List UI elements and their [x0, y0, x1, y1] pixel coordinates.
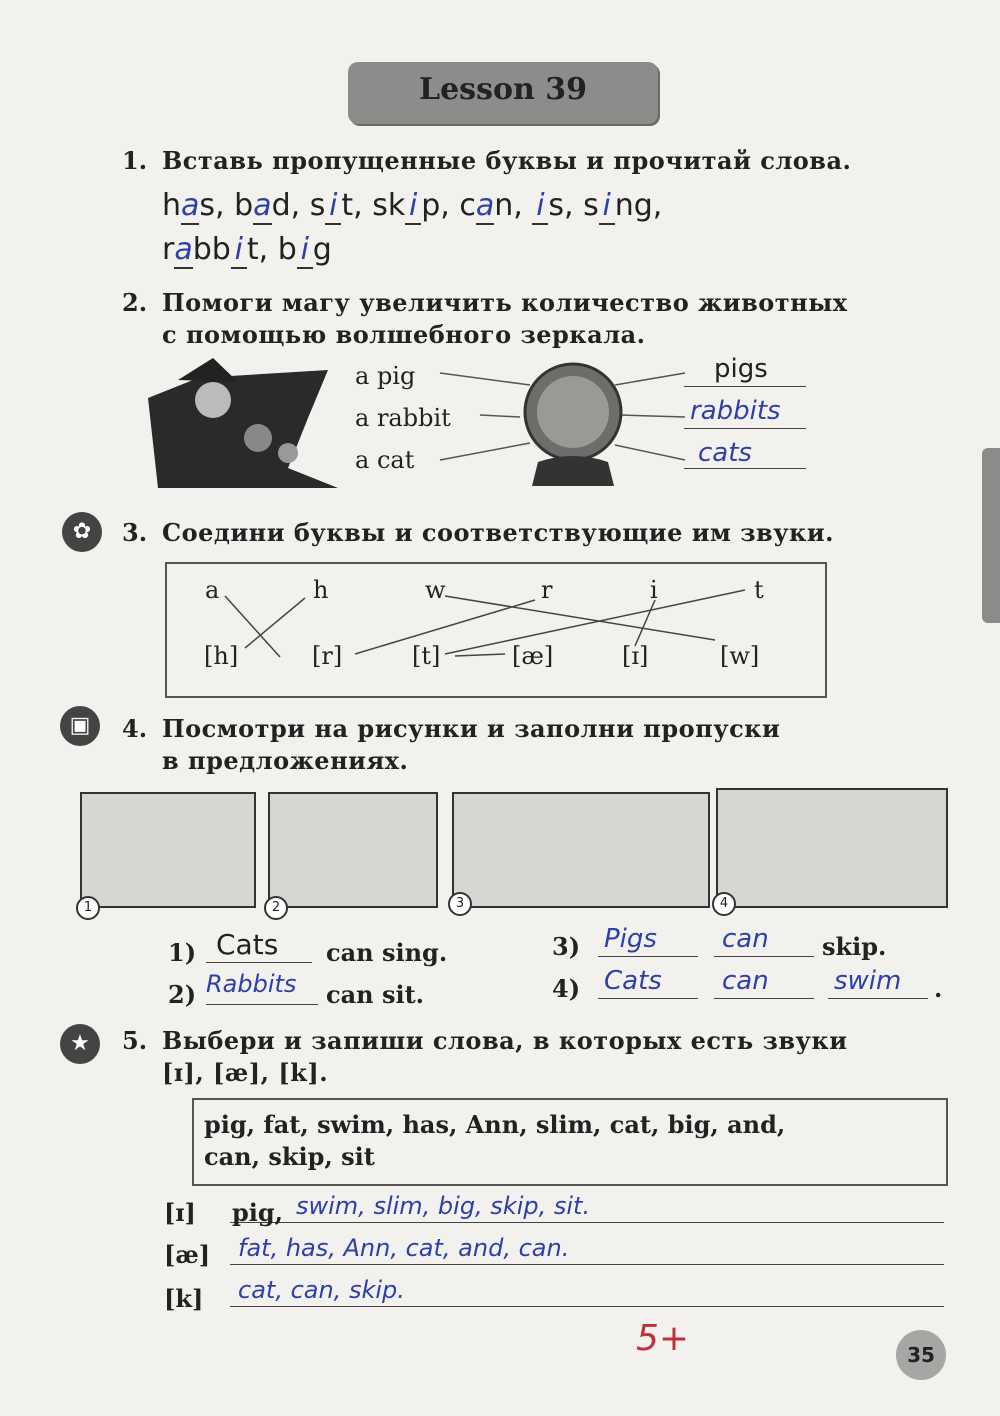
- page-number: 35: [896, 1330, 946, 1380]
- sentence4-answer2: can: [722, 966, 769, 996]
- row-i-line: [230, 1222, 944, 1223]
- row-ae-sound: [æ]: [164, 1240, 211, 1269]
- letter-a: a: [205, 576, 220, 604]
- picture-cats-singing: [80, 792, 256, 908]
- task3-instruction: Соедини буквы и соответствующие им звуки.: [162, 518, 835, 547]
- letter-i: i: [650, 576, 658, 604]
- task5-instruction-line1: Выбери и запиши слова, в которых есть звуки: [162, 1026, 848, 1055]
- sentence4-answer1: Cats: [604, 966, 662, 996]
- word-suffix: ng,: [614, 188, 663, 223]
- sound-h: [h]: [204, 642, 239, 670]
- word-blank[interactable]: i: [297, 232, 313, 269]
- sentence4-line3: [828, 998, 928, 999]
- sentence4-line2: [714, 998, 814, 999]
- picture-number-2: 2: [264, 896, 288, 920]
- word-prefix: s: [583, 188, 599, 223]
- sentence2-text: can sit.: [326, 980, 425, 1009]
- word-blank[interactable]: a: [475, 188, 495, 223]
- sentence3-line2: [714, 956, 814, 957]
- word-blank[interactable]: i: [532, 188, 548, 225]
- singular-pig: a pig: [355, 362, 416, 390]
- task2-instruction-line2: с помощью волшебного зеркала.: [162, 320, 646, 349]
- word-prefix: r: [162, 232, 175, 267]
- task1-word: [278, 232, 332, 267]
- sentence3-answer1: Pigs: [604, 924, 657, 954]
- plural-line-3: [684, 468, 806, 469]
- task1-word: [234, 188, 300, 223]
- task1-word: [162, 188, 225, 223]
- sound-t: [t]: [412, 642, 441, 670]
- word-blank[interactable]: i: [231, 232, 247, 269]
- task5-words-line2: can, skip, sit: [204, 1142, 375, 1171]
- sound-i: [ɪ]: [622, 642, 649, 670]
- sentence1-number: 1): [168, 938, 197, 967]
- task1-word: [310, 188, 363, 223]
- row-k-sound: [k]: [164, 1284, 204, 1313]
- row-i-printed: pig,: [232, 1198, 284, 1227]
- task2-instruction-line1: Помоги магу увеличить количество животных: [162, 288, 848, 317]
- sentence1-line: [206, 962, 312, 963]
- sentence4-text: .: [934, 974, 943, 1003]
- task1-word: [372, 188, 450, 223]
- task4-number: 4.: [122, 714, 148, 743]
- task4-instruction-line2: в предложениях.: [162, 746, 409, 775]
- row-ae-answer: fat, has, Ann, cat, and, can.: [238, 1234, 570, 1262]
- letter-h: h: [313, 576, 329, 604]
- sentence3-line1: [598, 956, 698, 957]
- sound-w: [w]: [720, 642, 760, 670]
- word-blank[interactable]: a: [253, 188, 272, 223]
- sentence4-number: 4): [552, 974, 581, 1003]
- row-k-line: [230, 1306, 944, 1307]
- wizard-illustration: [138, 358, 348, 498]
- task2-number: 2.: [122, 288, 148, 317]
- sentence3-text: skip.: [822, 932, 887, 961]
- task1-instruction: Вставь пропущенные буквы и прочитай слова.: [162, 146, 852, 175]
- task1-word: [532, 188, 573, 223]
- task1-number: 1.: [122, 146, 148, 175]
- row-i-answer: swim, slim, big, skip, sit.: [296, 1192, 591, 1220]
- word-suffix: g: [312, 232, 332, 267]
- plural-line-2: [684, 428, 806, 429]
- task3-number: 3.: [122, 518, 148, 547]
- task4-instruction-line1: Посмотри на рисунки и заполни пропуски: [162, 714, 781, 743]
- word-prefix: b: [277, 232, 297, 267]
- plural-pigs: pigs: [714, 354, 768, 384]
- task1-word: [162, 232, 231, 267]
- word-suffix: s,: [548, 188, 574, 223]
- word-blank[interactable]: a: [174, 232, 193, 267]
- sentence3-number: 3): [552, 932, 581, 961]
- picture-number-3: 3: [448, 892, 472, 916]
- word-suffix: n,: [494, 188, 523, 223]
- picture-number-4: 4: [712, 892, 736, 916]
- sentence2-answer: Rabbits: [206, 970, 297, 998]
- star-icon: ★: [60, 1024, 100, 1064]
- lesson-title: Lesson 39: [419, 72, 587, 107]
- word-prefix: h: [162, 188, 182, 223]
- task5-words-line1: pig, fat, swim, has, Ann, slim, cat, big, and,: [204, 1110, 786, 1139]
- picture-cats-swimming: [716, 788, 948, 908]
- sentence3-answer2: can: [722, 924, 769, 954]
- task5-number: 5.: [122, 1026, 148, 1055]
- row-ae-line: [230, 1264, 944, 1265]
- sentence4-answer3: swim: [834, 966, 902, 996]
- word-blank[interactable]: a: [181, 188, 200, 223]
- grade-mark: 5+: [636, 1318, 690, 1359]
- word-suffix: t,: [246, 232, 269, 267]
- word-suffix: d,: [271, 188, 301, 223]
- word-suffix: bb: [192, 232, 231, 267]
- row-k-answer: cat, can, skip.: [238, 1276, 405, 1304]
- magic-mirror-icon: [518, 362, 628, 492]
- chapter-tab: [982, 448, 1000, 623]
- sentence2-line: [206, 1004, 318, 1005]
- letter-t: t: [754, 576, 764, 604]
- letter-w: w: [425, 576, 446, 604]
- task5-instruction-line2: [ɪ], [æ], [k].: [162, 1058, 329, 1087]
- sound-ae: [æ]: [512, 642, 554, 670]
- plural-cats: cats: [698, 438, 752, 468]
- row-i-sound: [ɪ]: [164, 1198, 196, 1227]
- bee-icon: ✿: [62, 512, 102, 552]
- picture-rabbits-sitting: [268, 792, 438, 908]
- word-blank[interactable]: i: [599, 188, 615, 225]
- word-suffix: t,: [341, 188, 363, 223]
- sound-r: [r]: [312, 642, 343, 670]
- task1-words-line2: [162, 232, 332, 269]
- word-blank[interactable]: i: [405, 188, 421, 225]
- plural-line-1: [684, 386, 806, 387]
- singular-rabbit: a rabbit: [355, 404, 451, 432]
- task1-words-line1: [162, 188, 662, 225]
- word-blank[interactable]: i: [325, 188, 341, 225]
- task1-word: [459, 188, 522, 223]
- singular-cat: a cat: [355, 446, 415, 474]
- task3-connection-lines: [165, 562, 823, 694]
- word-prefix: sk: [372, 188, 406, 223]
- picture-pigs-skipping: [452, 792, 710, 908]
- letter-r: r: [541, 576, 553, 604]
- plural-rabbits: rabbits: [690, 396, 781, 426]
- word-suffix: s,: [199, 188, 225, 223]
- word-prefix: s: [309, 188, 326, 223]
- sentence4-line1: [598, 998, 698, 999]
- sentence1-text: can sing.: [326, 938, 448, 967]
- picture-number-1: 1: [76, 896, 100, 920]
- task1-word: [583, 188, 662, 223]
- word-prefix: b: [234, 188, 254, 223]
- task1-word: [231, 232, 268, 267]
- word-prefix: c: [459, 188, 476, 223]
- word-suffix: p,: [421, 188, 450, 223]
- sentence1-answer: Cats: [216, 928, 279, 961]
- sentence2-number: 2): [168, 980, 197, 1009]
- book-icon: ▣: [60, 706, 100, 746]
